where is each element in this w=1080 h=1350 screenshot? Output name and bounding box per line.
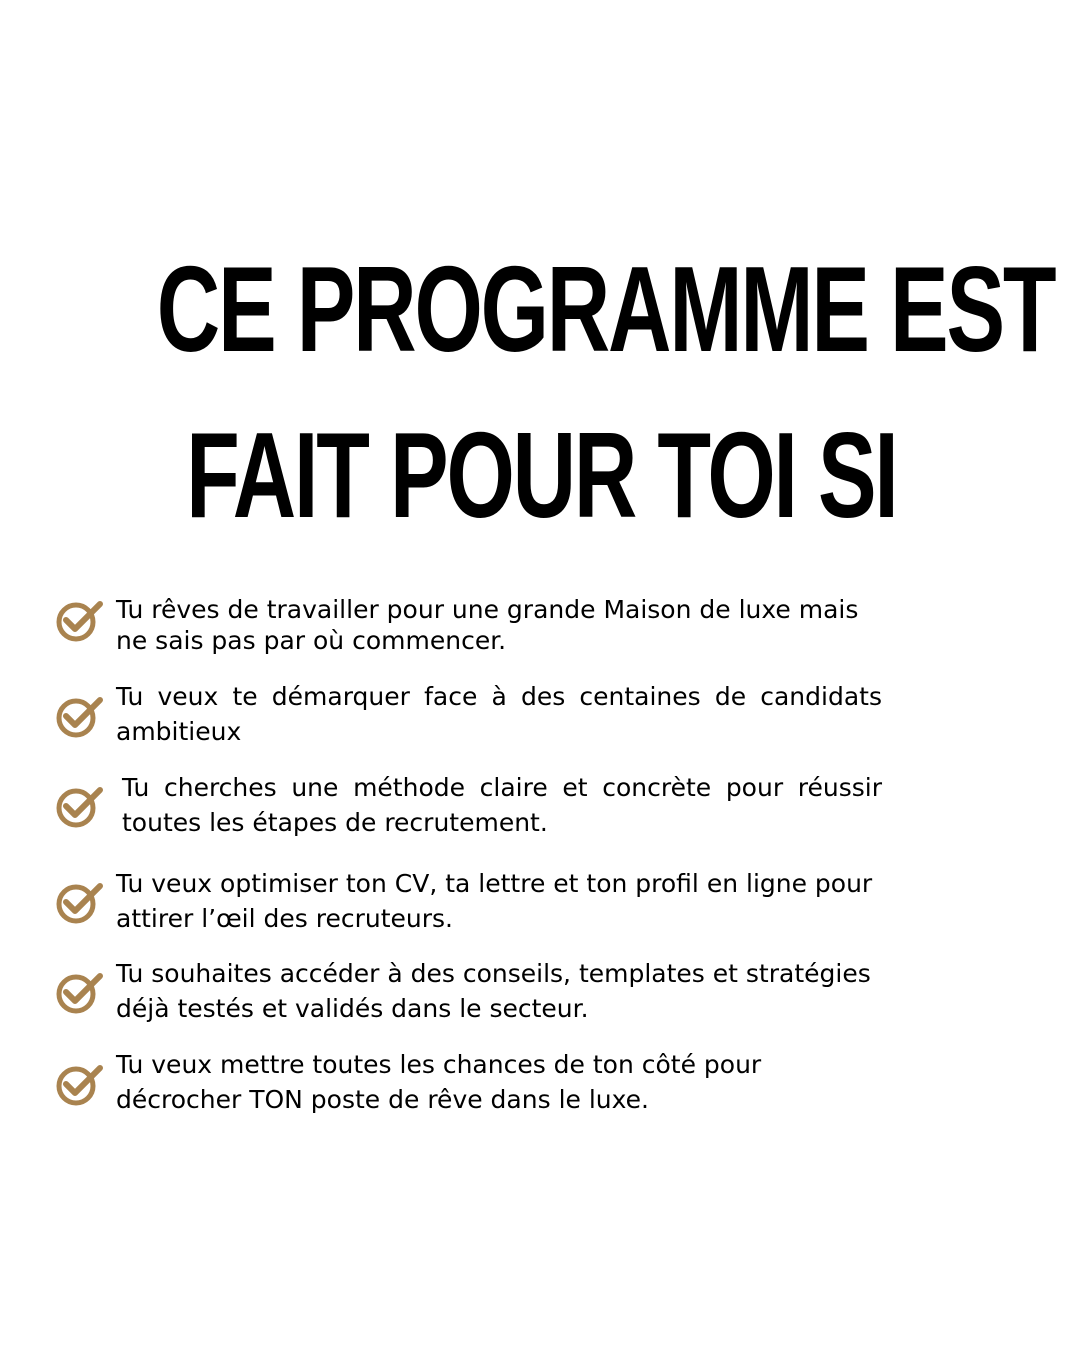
check-circle-icon [54, 694, 106, 740]
checklist-item-text: Tu veux mettre toutes les chances de ton côté pour décrocher TON poste de rêve dans le luxe. [116, 1050, 762, 1114]
checklist-item-text: Tu veux te démarquer face à des centaines de candidats ambitieux [116, 682, 882, 746]
headline-line-1: CE PROGRAMME EST [156, 241, 1055, 377]
checklist-item-text: Tu souhaites accéder à des conseils, templates et stratégies déjà testés et validés dans le secteur. [116, 959, 871, 1023]
check-circle-icon [54, 784, 106, 830]
checklist-item-text: Tu cherches une méthode claire et concrète pour réussir toutes les étapes de recrutement. [122, 773, 882, 837]
check-circle-icon [54, 880, 106, 926]
check-circle-icon [54, 970, 106, 1016]
check-circle-icon [54, 598, 106, 644]
check-circle-icon [54, 1062, 106, 1108]
headline-line-2: FAIT POUR TOI SI [186, 407, 897, 543]
checklist-item-text: Tu rêves de travailler pour une grande Maison de luxe mais ne sais pas par où commencer. [116, 595, 859, 655]
checklist-item-text: Tu veux optimiser ton CV, ta lettre et ton profil en ligne pour attirer l’œil des recruteurs. [116, 869, 873, 933]
